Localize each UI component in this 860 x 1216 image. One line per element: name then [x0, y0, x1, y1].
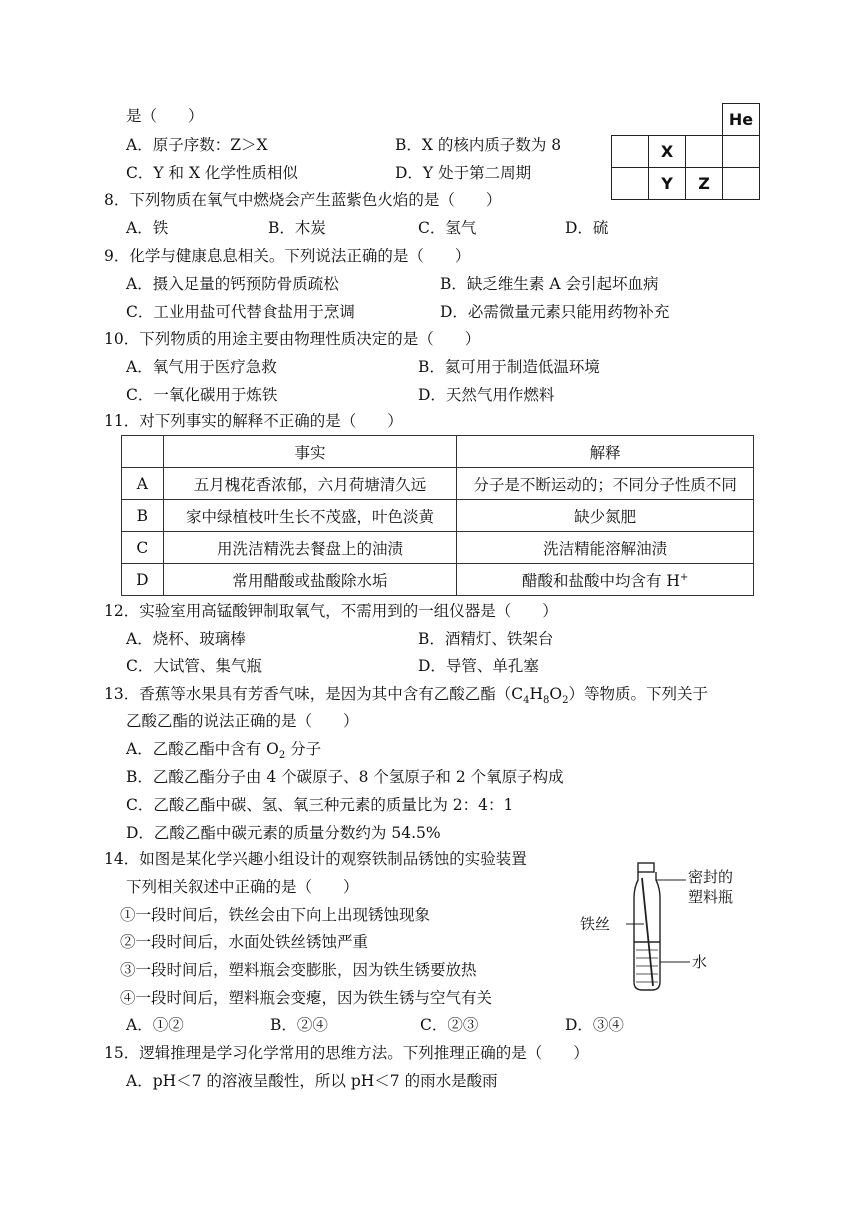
- q15-option-a: A．pH＜7 的溶液呈酸性，所以 pH＜7 的雨水是酸雨: [126, 1072, 498, 1090]
- q7-stem-tail: 是（ ）: [126, 107, 204, 125]
- row-label: C: [122, 532, 164, 564]
- facts-table: [121, 435, 754, 596]
- label-iron-wire: 铁丝: [580, 915, 611, 933]
- table-row: [122, 500, 754, 532]
- row-label: D: [122, 564, 164, 596]
- q12-option-c: C．大试管、集气瓶: [126, 657, 262, 675]
- row-label: A: [122, 468, 164, 500]
- cell-y: Y: [649, 168, 686, 200]
- q8-option-c: C．氢气: [418, 219, 477, 237]
- q14-option-a: A．①②: [126, 1016, 184, 1034]
- table-row: [122, 468, 754, 500]
- row-fact: 常用醋酸或盐酸除水垢: [163, 564, 457, 596]
- q8-option-d: D．硫: [565, 219, 609, 237]
- row-explain: 分子是不断运动的；不同分子性质不同: [457, 468, 754, 500]
- row-label: B: [122, 500, 164, 532]
- q12-stem: 12．实验室用高锰酸钾制取氧气，不需用到的一组仪器是（ ）: [104, 602, 558, 620]
- table-header-row: [122, 436, 754, 468]
- row-fact: 家中绿植枝叶生长不茂盛，叶色淡黄: [163, 500, 457, 532]
- row-explain: 洗洁精能溶解油渍: [457, 532, 754, 564]
- q14-statement-3: ③一段时间后，塑料瓶会变膨胀，因为铁生锈要放热: [120, 961, 477, 979]
- q10-stem: 10．下列物质的用途主要由物理性质决定的是（ ）: [104, 330, 481, 348]
- bottle-cap: [638, 863, 654, 872]
- header-fact: 事实: [163, 436, 457, 468]
- q14-stem-line1: 14．如图是某化学兴趣小组设计的观察铁制品锈蚀的实验装置: [104, 850, 527, 868]
- q12-option-a: A．烧杯、玻璃棒: [126, 630, 246, 648]
- q9-stem: 9．化学与健康息息相关。下列说法正确的是（ ）: [104, 247, 471, 265]
- table-row: [122, 532, 754, 564]
- q14-statement-1: ①一段时间后，铁丝会由下向上出现锈蚀现象: [120, 906, 431, 924]
- q8-option-b: B．木炭: [268, 219, 326, 237]
- q7-option-b: B．X 的核内质子数为 8: [395, 136, 562, 154]
- row-fact: 五月槐花香浓郁，六月荷塘清久远: [163, 468, 457, 500]
- q7-option-d: D．Y 处于第二周期: [395, 164, 532, 182]
- header-explain: 解释: [457, 436, 754, 468]
- table-row: [122, 564, 754, 596]
- q7-option-c: C．Y 和 X 化学性质相似: [126, 164, 298, 182]
- q13-option-d: D．乙酸乙酯中碳元素的质量分数约为 54.5%: [126, 824, 441, 842]
- row-fact: 用洗洁精洗去餐盘上的油渍: [163, 532, 457, 564]
- q10-option-a: A．氧气用于医疗急救: [126, 358, 277, 376]
- q14-statement-2: ②一段时间后，水面处铁丝锈蚀严重: [120, 933, 369, 951]
- label-sealed-bottle-2: 塑料瓶: [688, 888, 734, 906]
- iron-wire: [642, 878, 653, 986]
- q8-stem: 8．下列物质在氧气中燃烧会产生蓝紫色火焰的是（ ）: [104, 191, 502, 209]
- q13-stem-line1: 13．香蕉等水果具有芳香气味，是因为其中含有乙酸乙酯$(C_4H_8O_2)$等物质。下列关于: [104, 685, 708, 707]
- q13-option-a: A．乙酸乙酯中含有 $O_2$ 分子: [126, 740, 322, 762]
- cell-z: Z: [686, 168, 723, 200]
- label-sealed-bottle-1: 密封的: [688, 868, 734, 886]
- q13-option-b: B．乙酸乙酯分子由 4 个碳原子、8 个氢原子和 2 个氧原子构成: [126, 768, 564, 786]
- q10-option-b: B．氦可用于制造低温环境: [418, 358, 600, 376]
- q13-option-c: C．乙酸乙酯中碳、氢、氧三种元素的质量比为 2：4：1: [126, 796, 514, 814]
- label-water: 水: [692, 953, 708, 971]
- periodic-table-fragment: [611, 103, 760, 200]
- cell-he: He: [723, 104, 760, 136]
- q10-option-d: D．天然气用作燃料: [418, 386, 555, 404]
- q12-option-b: B．酒精灯、铁架台: [418, 630, 554, 648]
- q14-option-b: B．②④: [270, 1016, 328, 1034]
- q14-stem-line2: 下列相关叙述中正确的是（ ）: [126, 878, 359, 896]
- q14-option-d: D．③④: [565, 1016, 624, 1034]
- q14-statement-4: ④一段时间后，塑料瓶会变瘪，因为铁生锈与空气有关: [120, 989, 493, 1007]
- q9-option-a: A．摄入足量的钙预防骨质疏松: [126, 275, 339, 293]
- rusting-experiment-figure: [578, 858, 768, 998]
- q9-option-b: B．缺乏维生素 A 会引起坏血病: [440, 275, 659, 293]
- q7-option-a: A．原子序数：Z＞X: [126, 136, 268, 154]
- row-explain: 醋酸和盐酸中均含有 H+: [457, 564, 754, 596]
- q13-stem-line2: 乙酸乙酯的说法正确的是（ ）: [126, 712, 359, 730]
- q10-option-c: C．一氧化碳用于炼铁: [126, 386, 278, 404]
- q11-stem: 11．对下列事实的解释不正确的是（ ）: [104, 412, 403, 430]
- row-explain: 缺少氮肥: [457, 500, 754, 532]
- q12-option-d: D．导管、单孔塞: [418, 657, 539, 675]
- q9-option-c: C．工业用盐可代替食盐用于烹调: [126, 303, 355, 321]
- q14-option-c: C．②③: [420, 1016, 479, 1034]
- q8-option-a: A．铁: [126, 219, 169, 237]
- cell-x: X: [649, 136, 686, 168]
- q9-option-d: D．必需微量元素只能用药物补充: [440, 303, 670, 321]
- q15-stem: 15．逻辑推理是学习化学常用的思维方法。下列推理正确的是（ ）: [104, 1044, 589, 1062]
